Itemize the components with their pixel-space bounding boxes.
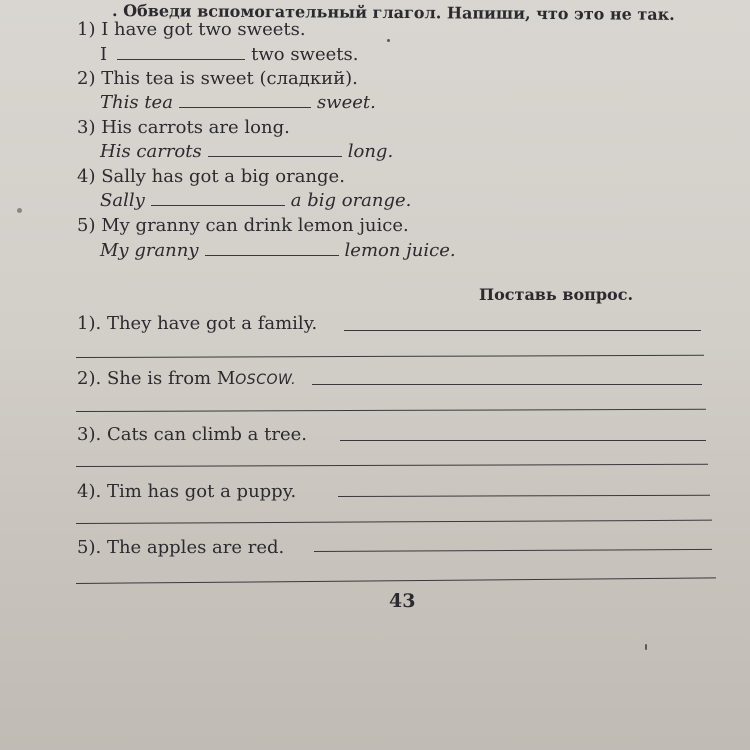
item-sentence: His carrots are long. (101, 117, 290, 138)
answer-start: Sally (100, 190, 145, 211)
item-number: 2). (77, 368, 102, 389)
answer-line[interactable] (76, 464, 708, 467)
answer-blank[interactable] (179, 93, 311, 108)
exercise-1-answer-5 (100, 240, 456, 262)
item-sentence: The apples are red. (106, 537, 285, 558)
answer-blank[interactable] (208, 142, 342, 157)
item-number: 4). (77, 481, 102, 502)
exercise-1-answer-1 (100, 44, 358, 66)
item-number: 2) (77, 68, 96, 89)
answer-start: My granny (100, 240, 199, 261)
item-number: 1) (77, 19, 96, 40)
answer-line[interactable] (314, 549, 712, 552)
answer-start: I (100, 44, 108, 65)
item-sentence: Tim has got a puppy. (106, 481, 297, 502)
exercise-instruction: . Обведи вспомогательный глагол. Напиши, что это не так. (111, 1, 675, 24)
answer-line[interactable] (312, 384, 702, 385)
exercise-1-answer-3 (100, 141, 393, 163)
item-number: 5) (77, 215, 96, 236)
ink-speck (387, 39, 390, 42)
exercise-1-item-1 (77, 19, 306, 41)
answer-end: sweet. (316, 92, 376, 113)
answer-blank[interactable] (151, 191, 285, 206)
item-sentence: My granny can drink lemon juice. (101, 215, 409, 236)
item-sentence: This tea is sweet (сладкий). (101, 68, 358, 89)
handwritten-word: OSCOW. (235, 372, 297, 388)
answer-line[interactable] (76, 520, 712, 524)
exercise-1-answer-2 (100, 92, 376, 114)
answer-end: lemon juice. (344, 240, 456, 261)
exercise-1-item-4 (77, 166, 345, 188)
exercise-2-title: Поставь вопрос. (479, 285, 634, 304)
item-sentence: I have got two sweets. (101, 19, 306, 40)
item-sentence: She is from M (106, 368, 236, 389)
item-number: 3) (77, 117, 96, 138)
answer-line[interactable] (344, 330, 701, 331)
answer-end: two sweets. (251, 44, 359, 65)
exercise-1-item-3 (77, 117, 290, 139)
exercise-1-item-2 (77, 68, 358, 90)
item-number: 3). (77, 424, 102, 445)
answer-blank[interactable] (117, 45, 245, 60)
answer-start: This tea (100, 92, 173, 113)
page-number: 43 (389, 590, 416, 612)
exercise-2-item-1 (77, 313, 317, 335)
ink-speck (17, 208, 22, 213)
answer-line[interactable] (76, 355, 704, 358)
answer-end: a big orange. (290, 190, 412, 211)
answer-end: long. (347, 141, 394, 162)
item-number: 5). (77, 537, 102, 558)
exercise-1-item-5 (77, 215, 409, 237)
answer-start: His carrots (100, 141, 202, 162)
exercise-1-answer-4 (100, 190, 411, 212)
exercise-2-item-2 (77, 368, 296, 391)
item-number: 4) (77, 166, 96, 187)
answer-line[interactable] (76, 577, 716, 584)
answer-blank[interactable] (205, 241, 339, 256)
answer-line[interactable] (76, 409, 706, 412)
answer-line[interactable] (338, 495, 710, 497)
exercise-2-item-3 (77, 424, 307, 446)
exercise-2-item-4 (77, 481, 296, 503)
item-sentence: They have got a family. (106, 313, 318, 334)
ink-speck (645, 644, 647, 650)
exercise-2-item-5 (77, 537, 284, 559)
item-sentence: Cats can climb a tree. (106, 424, 307, 445)
answer-line[interactable] (340, 440, 706, 441)
item-number: 1). (77, 313, 102, 334)
item-sentence: Sally has got a big orange. (101, 166, 345, 187)
